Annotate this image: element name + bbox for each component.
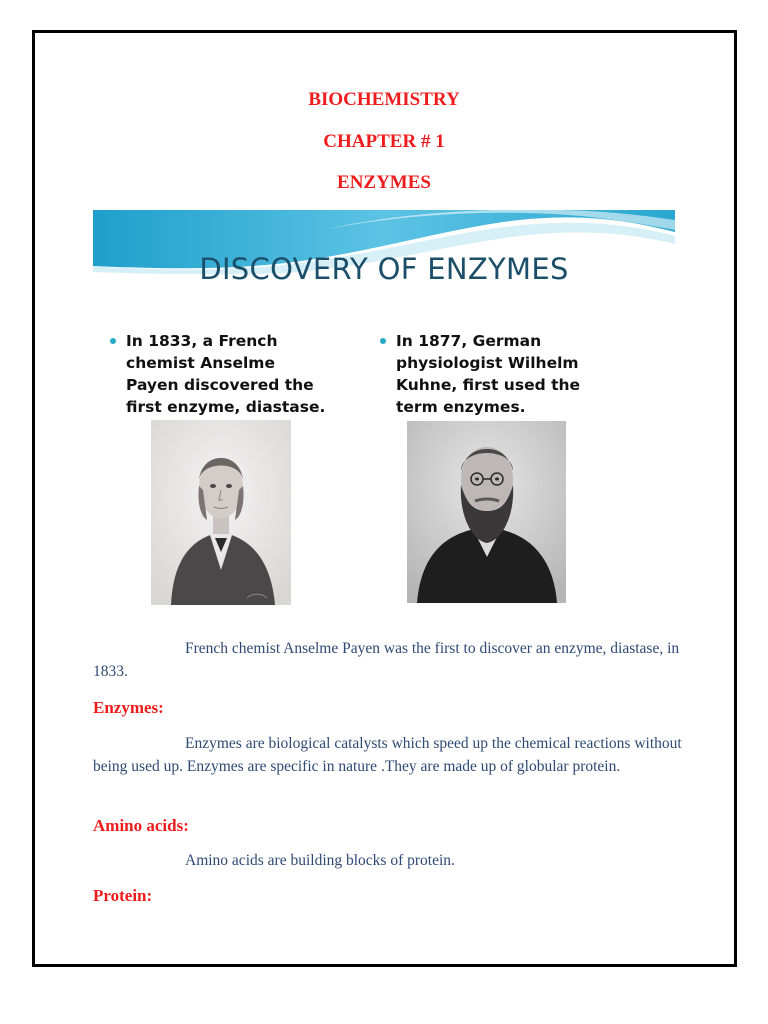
slide-bullet-payen xyxy=(126,330,346,418)
intro-paragraph: French chemist Anselme Payen was the first to discover an enzyme, diastase, in 1833. xyxy=(93,640,680,680)
slide-image xyxy=(93,210,675,622)
enzymes-paragraph: Enzymes are biological catalysts which speed up the chemical reactions without being used up. Enzymes are specific in nature .They are made up of globular protein. xyxy=(93,735,682,775)
slide-title: DISCOVERY OF ENZYMES xyxy=(199,252,569,286)
slide-bullet-text: In 1877, German physiologist Wilhelm Kuhne, first used the term enzymes. xyxy=(396,332,581,416)
portrait-payen xyxy=(151,420,291,605)
chapter-heading: CHAPTER # 1 xyxy=(323,131,445,152)
portrait-kuhne xyxy=(407,421,566,603)
slide-bullet-kuhne xyxy=(396,330,626,418)
bullet-dot-icon xyxy=(380,338,386,344)
protein-heading: Protein: xyxy=(93,886,153,905)
subject-heading: BIOCHEMISTRY xyxy=(308,89,460,110)
amino-acids-heading: Amino acids: xyxy=(93,816,189,835)
enzymes-heading: Enzymes: xyxy=(93,698,164,717)
slide-bullet-text: In 1833, a French chemist Anselme Payen discovered the first enzyme, diastase. xyxy=(126,332,326,416)
bullet-dot-icon xyxy=(110,338,116,344)
topic-heading: ENZYMES xyxy=(337,172,431,193)
amino-acids-paragraph: Amino acids are building blocks of protein. xyxy=(185,852,455,869)
